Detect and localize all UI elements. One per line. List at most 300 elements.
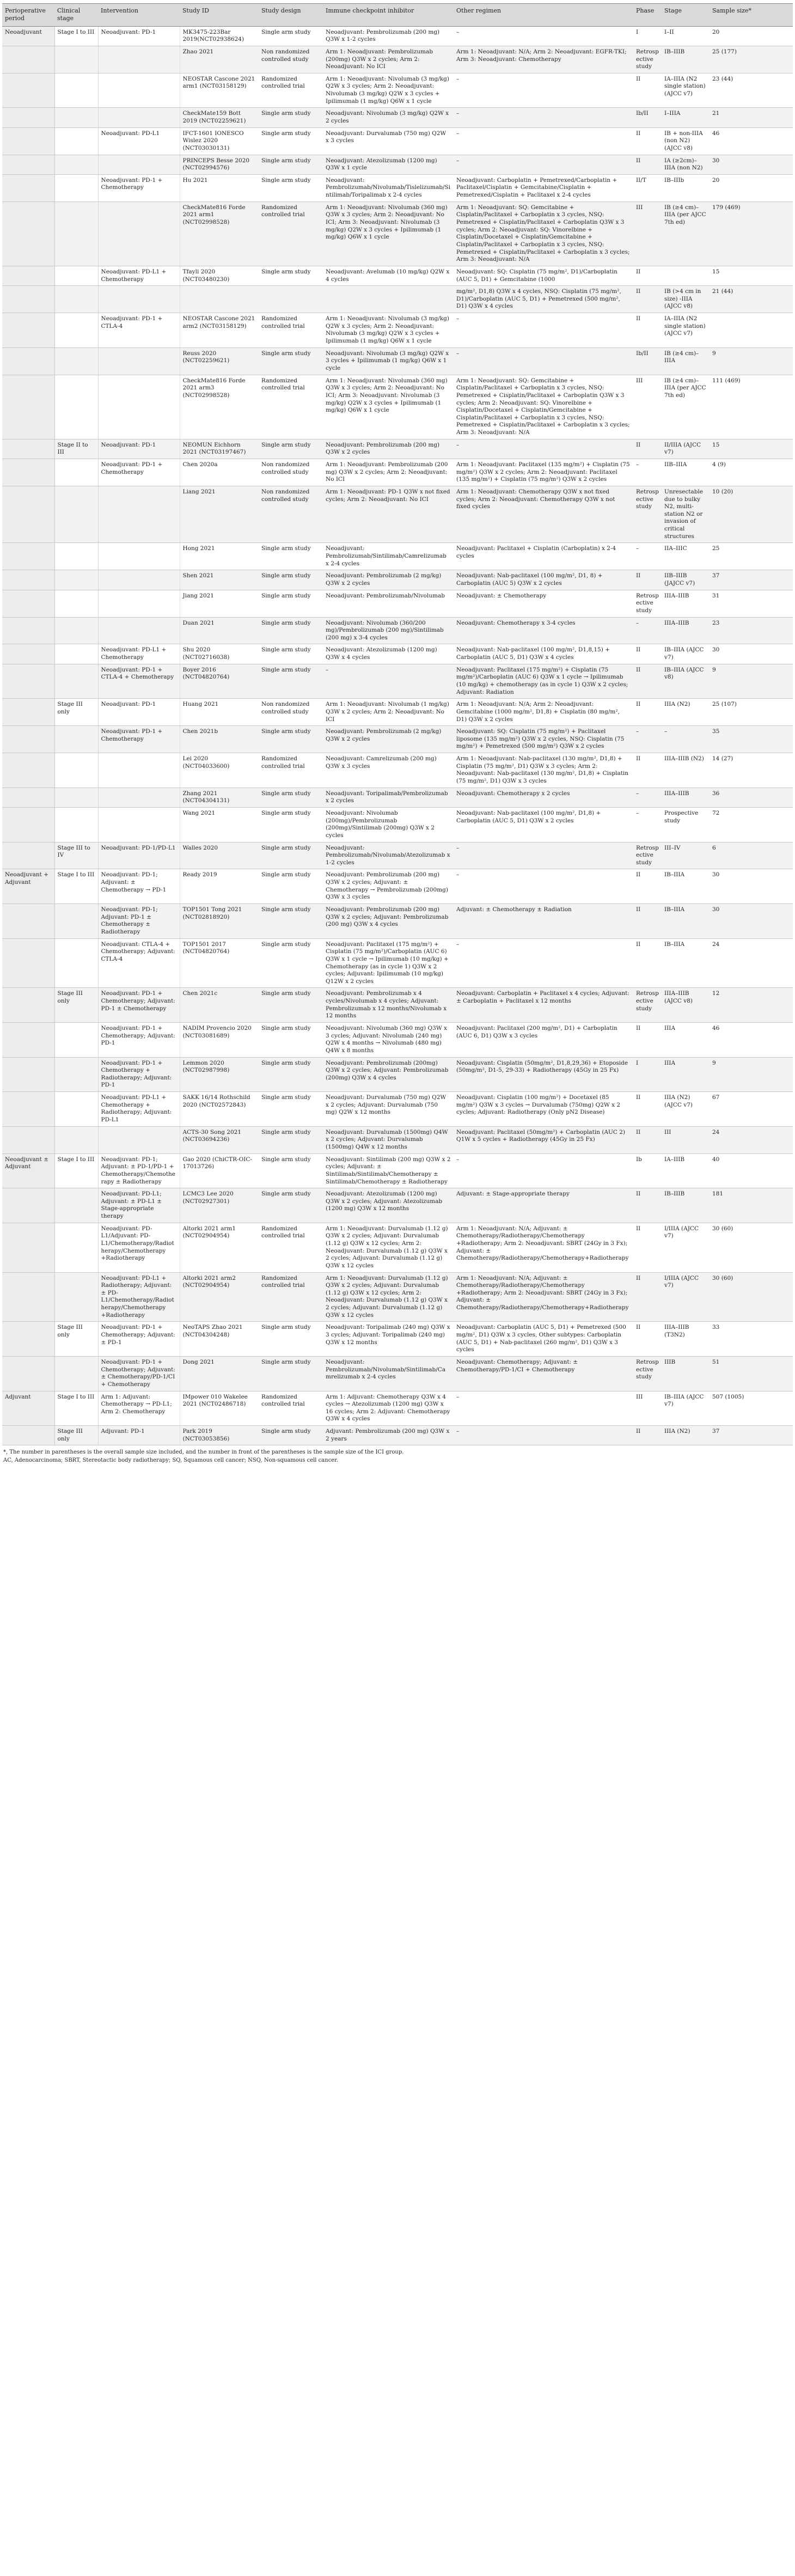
phase-cell: Ib/II (633, 347, 662, 375)
table-row (2, 1272, 793, 1322)
perioperative-period-cell (2, 202, 54, 266)
immune-checkpoint-inhibitor-cell: Neoadjuvant: Pembrolizumab (200mg) Q3W x 2 cycles; Adjuvant: Pembrolizumab (200mg) Q3W x 4 cycles (323, 1057, 454, 1092)
phase-cell: I (633, 1057, 662, 1092)
study-id-cell (180, 286, 259, 313)
sample-size-cell: 25 (177) (710, 46, 793, 73)
phase-cell: Retrospective study (633, 486, 662, 542)
stage-cell: I–II (662, 26, 710, 46)
clinical-stage-cell (54, 174, 98, 202)
immune-checkpoint-inhibitor-cell: Neoadjuvant: Pembrolizumab (2 mg/kg) Q3W x 2 cycles (323, 726, 454, 753)
perioperative-period-cell: Adjuvant (2, 1391, 54, 1426)
stage-cell: IB–IIIA (662, 938, 710, 988)
study-id-cell: NEOSTAR Cascone 2021 arm2 (NCT03158129) (180, 313, 259, 348)
phase-cell: II (633, 644, 662, 664)
other-regimen-cell: Neoadjuvant: Nab-paclitaxel (100 mg/m², D1,8,15) + Carboplatin (AUC 5, D1) Q3W x 4 cycles (454, 644, 633, 664)
perioperative-period-cell (2, 664, 54, 699)
table-row (2, 127, 793, 155)
phase-cell: – (633, 617, 662, 644)
perioperative-period-cell (2, 1126, 54, 1153)
intervention-cell: Neoadjuvant: PD-1/PD-L1 (98, 842, 180, 869)
table-row (2, 1356, 793, 1391)
study-design-cell: Non randomized controlled study (259, 486, 323, 542)
stage-cell: III–IV (662, 842, 710, 869)
intervention-cell (98, 617, 180, 644)
study-design-cell: Single arm study (259, 938, 323, 988)
perioperative-period-cell (2, 127, 54, 155)
immune-checkpoint-inhibitor-cell: Neoadjuvant: Pembrolizumab (200 mg) Q3W x 2 cycles (323, 439, 454, 459)
phase-cell: I (633, 26, 662, 46)
other-regimen-cell: – (454, 108, 633, 127)
stage-cell: IB–IIIA (662, 869, 710, 904)
sample-size-cell: 9 (710, 1057, 793, 1092)
phase-cell: – (633, 807, 662, 842)
clinical-stage-cell (54, 664, 98, 699)
clinical-stage-cell (54, 486, 98, 542)
study-design-cell: Single arm study (259, 570, 323, 590)
other-regimen-cell: Arm 1: Neoadjuvant: N/A; Adjuvant: ± Chemotherapy/Radiotherapy/Chemotherapy +Radiotherapy; Arm 2: Neoadjuvant: SBRT (24Gy in 3 Fx); Adjuvant: ± Chemotherapy/Radiotherapy/Chemotherapy+Radiotherapy (454, 1272, 633, 1322)
stage-cell: I–IIIA (662, 108, 710, 127)
phase-cell: III (633, 1391, 662, 1426)
study-id-cell: NEOSTAR Cascone 2021 arm1 (NCT03158129) (180, 73, 259, 108)
sample-size-cell: 15 (710, 266, 793, 285)
perioperative-period-cell (2, 1426, 54, 1445)
intervention-cell: Neoadjuvant: PD-1 (98, 439, 180, 459)
stage-cell: IB + non-IIIA (non N2) (AJCC v8) (662, 127, 710, 155)
immune-checkpoint-inhibitor-cell: Arm 1: Neoadjuvant: Nivolumab (360 mg) Q3W x 3 cycles; Arm 2: Neoadjuvant: No ICI; Arm 3: Neoadjuvant: Nivolumab (3 mg/kg) Q2W x 3 cycles + Ipilimumab (1 mg/kg) Q6W x 1 cycle (323, 375, 454, 439)
clinical-stage-cell (54, 904, 98, 939)
table-row (2, 664, 793, 699)
phase-cell: II (633, 753, 662, 788)
sample-size-cell: 31 (710, 590, 793, 617)
clinical-stage-cell: Stage I to III (54, 869, 98, 904)
stage-cell: Prospective study (662, 807, 710, 842)
clinical-stage-cell (54, 1057, 98, 1092)
table-row (2, 439, 793, 459)
study-design-cell: Randomized controlled trial (259, 1272, 323, 1322)
sample-size-cell: 35 (710, 726, 793, 753)
sample-size-cell: 25 (710, 543, 793, 570)
stage-cell: IIB–IIIB (JAJCC v7) (662, 570, 710, 590)
other-regimen-cell: – (454, 73, 633, 108)
phase-cell: Retrospective study (633, 842, 662, 869)
stage-cell: IB–IIIb (662, 174, 710, 202)
study-id-cell: TOP1501 2017 (NCT04820764) (180, 938, 259, 988)
other-regimen-cell: Adjuvant: ± Chemotherapy ± Radiation (454, 904, 633, 939)
table-row (2, 1322, 793, 1357)
stage-cell: IIIA (N2) (662, 1426, 710, 1445)
other-regimen-cell: – (454, 155, 633, 174)
column-header: Intervention (98, 4, 180, 27)
perioperative-period-cell (2, 1356, 54, 1391)
column-header: Stage (662, 4, 710, 27)
phase-cell: – (633, 543, 662, 570)
phase-cell: II (633, 699, 662, 726)
phase-cell: II (633, 286, 662, 313)
other-regimen-cell: – (454, 1426, 633, 1445)
study-design-cell: Single arm study (259, 1022, 323, 1057)
study-design-cell: Single arm study (259, 788, 323, 807)
sample-size-cell: 181 (710, 1188, 793, 1223)
study-id-cell: Wang 2021 (180, 807, 259, 842)
stage-cell (662, 266, 710, 285)
stage-cell: IIIA (662, 1057, 710, 1092)
perioperative-period-cell (2, 988, 54, 1023)
perioperative-period-cell: Neoadjuvant (2, 26, 54, 46)
phase-cell: II (633, 904, 662, 939)
perioperative-period-cell (2, 1322, 54, 1357)
column-header: Phase (633, 4, 662, 27)
table-row (2, 570, 793, 590)
intervention-cell: Neoadjuvant: PD-L1 + Chemotherapy (98, 266, 180, 285)
clinical-stage-cell (54, 202, 98, 266)
immune-checkpoint-inhibitor-cell: Neoadjuvant: Durvalumab (750 mg) Q2W x 2 cycles; Adjuvant: Durvalumab (750 mg) Q2W x 12 months (323, 1092, 454, 1127)
table-row (2, 1153, 793, 1188)
study-id-cell: IMpower 010 Wakelee 2021 (NCT02486718) (180, 1391, 259, 1426)
sample-size-cell: 21 (44) (710, 286, 793, 313)
immune-checkpoint-inhibitor-cell: – (323, 664, 454, 699)
phase-cell: II (633, 869, 662, 904)
clinical-stage-cell (54, 590, 98, 617)
study-design-cell: Non randomized controlled study (259, 459, 323, 486)
study-id-cell: Jiang 2021 (180, 590, 259, 617)
table-row (2, 108, 793, 127)
immune-checkpoint-inhibitor-cell: Neoadjuvant: Toripalimab (240 mg) Q3W x 3 cycles; Adjuvant: Toripalimab (240 mg) Q3W x 12 months (323, 1322, 454, 1357)
clinical-stage-cell (54, 807, 98, 842)
phase-cell: II (633, 155, 662, 174)
stage-cell: III (662, 1126, 710, 1153)
immune-checkpoint-inhibitor-cell: Adjuvant: Pembrolizumab (200 mg) Q3W x 2 years (323, 1426, 454, 1445)
clinical-stage-cell (54, 1092, 98, 1127)
other-regimen-cell: – (454, 313, 633, 348)
other-regimen-cell: – (454, 127, 633, 155)
study-id-cell: Shu 2020 (NCT02716038) (180, 644, 259, 664)
other-regimen-cell: – (454, 439, 633, 459)
immune-checkpoint-inhibitor-cell (323, 286, 454, 313)
table-body (2, 26, 793, 1445)
clinical-stage-cell (54, 108, 98, 127)
clinical-stage-cell (54, 543, 98, 570)
other-regimen-cell: Neoadjuvant: SQ: Cisplatin (75 mg/m², D1)/Carboplatin (AUC 5, D1) + Gemcitabine (1000 (454, 266, 633, 285)
trial-table (2, 3, 793, 1445)
other-regimen-cell: – (454, 26, 633, 46)
stage-cell: IB–IIIA (662, 904, 710, 939)
table-row (2, 699, 793, 726)
stage-cell: IIIA–IIIB (662, 590, 710, 617)
clinical-stage-cell: Stage III only (54, 988, 98, 1023)
intervention-cell: Neoadjuvant: PD-1 (98, 699, 180, 726)
perioperative-period-cell (2, 1272, 54, 1322)
immune-checkpoint-inhibitor-cell: Arm 1: Neoadjuvant: PD-1 Q3W x not fixed cycles; Arm 2: Neoadjuvant: No ICI (323, 486, 454, 542)
table-row (2, 726, 793, 753)
sample-size-cell: 30 (710, 644, 793, 664)
sample-size-cell: 4 (9) (710, 459, 793, 486)
intervention-cell (98, 543, 180, 570)
immune-checkpoint-inhibitor-cell: Neoadjuvant: Toripalimab/Pembrolizumab x 2 cycles (323, 788, 454, 807)
immune-checkpoint-inhibitor-cell: Arm 1: Adjuvant: Chemotherapy Q3W x 4 cycles → Atezolizumab (1200 mg) Q3W x 16 cycles; Arm 2: Adjuvant: Chemotherapy Q3W x 4 cycles (323, 1391, 454, 1426)
table-row (2, 938, 793, 988)
stage-cell: IIB–IIIA (662, 459, 710, 486)
immune-checkpoint-inhibitor-cell: Neoadjuvant: Nivolumab (360 mg) Q3W x 3 cycles; Adjuvant: Nivolumab (240 mg) Q2W x 4 months → Nivolumab (480 mg) Q4W x 8 months (323, 1022, 454, 1057)
table-row (2, 486, 793, 542)
other-regimen-cell: Neoadjuvant: Paclitaxel (200 mg/m², D1) + Carboplatin (AUC 6, D1) Q3W x 3 cycles (454, 1022, 633, 1057)
intervention-cell: Neoadjuvant: PD-L1 + Chemotherapy (98, 644, 180, 664)
table-row (2, 202, 793, 266)
stage-cell: I/IIIA (AJCC v7) (662, 1223, 710, 1272)
perioperative-period-cell (2, 459, 54, 486)
study-id-cell: CheckMate816 Forde 2021 arm1 (NCT02998528) (180, 202, 259, 266)
phase-cell: – (633, 459, 662, 486)
stage-cell: IB (>4 cm in size) -IIIA (AJCC v8) (662, 286, 710, 313)
immune-checkpoint-inhibitor-cell: Arm 1: Neoadjuvant: Nivolumab (1 mg/kg) Q3W x 2 cycles; Arm 2: Neoadjuvant: No ICI (323, 699, 454, 726)
other-regimen-cell: Arm 1: Neoadjuvant: Paclitaxel (135 mg/m²) + Cisplatin (75 mg/m²) Q3W x 2 cycles; Arm 2: Neoadjuvant: Paclitaxel (135 mg/m²) + Cisplatin (75 mg/m²) Q3W x 2 cycles (454, 459, 633, 486)
other-regimen-cell: Arm 1: Neoadjuvant: Nab-paclitaxel (130 mg/m², D1,8) + Cisplatin (75 mg/m², D1) Q3W x 3 cycles; Arm 2: Neoadjuvant: Nab-paclitaxel (130 mg/m², D1,8) + Cisplatin (75 mg/m², D1) Q3W x 3 cycles (454, 753, 633, 788)
study-id-cell: IFCT-1601 IONESCO Wislez 2020 (NCT03030131) (180, 127, 259, 155)
phase-cell: II (633, 1426, 662, 1445)
other-regimen-cell: mg/m², D1,8) Q3W x 4 cycles, NSQ: Cisplatin (75 mg/m², D1)/Carboplatin (AUC 5, D1) + Pemetrexed (500 mg/m², D1) Q3W x 4 cycles (454, 286, 633, 313)
immune-checkpoint-inhibitor-cell: Neoadjuvant: Pembrolizumab x 4 cycles/Nivolumab x 4 cycles; Adjuvant: Pembrolizumab x 12 months/Nivolumab x 12 months (323, 988, 454, 1023)
perioperative-period-cell (2, 486, 54, 542)
study-id-cell: Liang 2021 (180, 486, 259, 542)
sample-size-cell: 33 (710, 1322, 793, 1357)
sample-size-cell: 30 (60) (710, 1272, 793, 1322)
other-regimen-cell: Arm 1: Neoadjuvant: N/A; Adjuvant: ± Chemotherapy/Radiotherapy/Chemotherapy +Radiotherapy; Arm 2: Neoadjuvant: SBRT (24Gy in 3 Fx); Adjuvant: ± Chemotherapy/Radiotherapy/Chemotherapy+Radiotherapy (454, 1223, 633, 1272)
intervention-cell (98, 347, 180, 375)
perioperative-period-cell (2, 73, 54, 108)
header-row (2, 4, 793, 27)
clinical-stage-cell (54, 1223, 98, 1272)
study-id-cell: Chen 2021c (180, 988, 259, 1023)
perioperative-period-cell (2, 46, 54, 73)
other-regimen-cell: Neoadjuvant: Cisplatin (50mg/m², D1,8,29,36) + Etoposide (50mg/m², D1-5, 29-33) + Radiotherapy (45Gy in 25 Fx) (454, 1057, 633, 1092)
study-design-cell: Randomized controlled trial (259, 73, 323, 108)
other-regimen-cell: – (454, 938, 633, 988)
perioperative-period-cell (2, 347, 54, 375)
immune-checkpoint-inhibitor-cell: Neoadjuvant: Atezolizumab (1200 mg) Q3W x 2 cycles; Adjuvant: Atezolizumab (1200 mg) Q3W x 12 months (323, 1188, 454, 1223)
perioperative-period-cell (2, 753, 54, 788)
stage-cell: IIIB (662, 1356, 710, 1391)
stage-cell: IA–IIIA (N2 single station) (AJCC v7) (662, 73, 710, 108)
intervention-cell: Neoadjuvant: PD-L1/Adjuvant: PD-L1/Chemotherapy/Radiotherapy/Chemotherapy +Radiotherapy (98, 1223, 180, 1272)
other-regimen-cell: Neoadjuvant: Nab-paclitaxel (100 mg/m², D1, 8) + Carboplatin (AUC 5) Q3W x 2 cycles (454, 570, 633, 590)
sample-size-cell: 20 (710, 174, 793, 202)
phase-cell: II (633, 1092, 662, 1127)
table-row (2, 174, 793, 202)
other-regimen-cell: Neoadjuvant: Chemotherapy; Adjuvant: ± Chemotherapy/PD-1/CI + Chemotherapy (454, 1356, 633, 1391)
study-id-cell: Gao 2020 (ChiCTR-OIC-17013726) (180, 1153, 259, 1188)
study-design-cell: Single arm study (259, 842, 323, 869)
study-id-cell: ACTS-30 Song 2021 (NCT03694236) (180, 1126, 259, 1153)
table-row (2, 1391, 793, 1426)
sample-size-cell: 20 (710, 26, 793, 46)
table-row (2, 73, 793, 108)
clinical-stage-cell (54, 617, 98, 644)
intervention-cell: Neoadjuvant: CTLA-4 + Chemotherapy; Adjuvant: CTLA-4 (98, 938, 180, 988)
other-regimen-cell: Neoadjuvant: Nab-paclitaxel (100 mg/m², D1,8) + Carboplatin (AUC 5, D1) Q3W x 2 cycles (454, 807, 633, 842)
intervention-cell: Neoadjuvant: PD-1 + Chemotherapy; Adjuvant: ± PD-1 (98, 1322, 180, 1357)
stage-cell: IB–IIIB (662, 1188, 710, 1223)
clinical-stage-cell (54, 375, 98, 439)
phase-cell: II (633, 127, 662, 155)
other-regimen-cell: – (454, 347, 633, 375)
other-regimen-cell: Adjuvant: ± Stage-appropriate therapy (454, 1188, 633, 1223)
phase-cell: – (633, 788, 662, 807)
phase-cell: II (633, 1188, 662, 1223)
study-design-cell: Single arm study (259, 347, 323, 375)
study-design-cell: Single arm study (259, 590, 323, 617)
sample-size-cell: 179 (469) (710, 202, 793, 266)
clinical-stage-cell (54, 753, 98, 788)
column-header: Immune checkpoint inhibitor (323, 4, 454, 27)
study-design-cell (259, 286, 323, 313)
immune-checkpoint-inhibitor-cell: Neoadjuvant: Nivolumab (3 mg/kg) Q2W x 2 cycles (323, 108, 454, 127)
clinical-stage-cell (54, 644, 98, 664)
clinical-stage-cell: Stage I to III (54, 1391, 98, 1426)
footnotes (2, 1449, 787, 1464)
clinical-stage-cell (54, 1356, 98, 1391)
perioperative-period-cell (2, 590, 54, 617)
intervention-cell: Neoadjuvant: PD-1 + CTLA-4 + Chemotherapy (98, 664, 180, 699)
study-design-cell: Single arm study (259, 807, 323, 842)
sample-size-cell: 30 (710, 904, 793, 939)
study-design-cell: Randomized controlled trial (259, 753, 323, 788)
sample-size-cell: 37 (710, 570, 793, 590)
immune-checkpoint-inhibitor-cell: Arm 1: Neoadjuvant: Durvalumab (1.12 g) Q3W x 2 cycles; Adjuvant: Durvalumab (1.12 g) Q3W x 12 cycles; Arm 2: Neoadjuvant: Durvalumab (1.12 g) Q3W x 2 cycles; Adjuvant: Durvalumab (1.12 g) Q3W x 12 cycles (323, 1223, 454, 1272)
table-row (2, 988, 793, 1023)
intervention-cell (98, 375, 180, 439)
other-regimen-cell: Arm 1: Neoadjuvant: N/A; Arm 2: Neoadjuvant: EGFR-TKI; Arm 3: Neoadjuvant: Chemotherapy (454, 46, 633, 73)
sample-size-cell: 46 (710, 1022, 793, 1057)
immune-checkpoint-inhibitor-cell: Arm 1: Neoadjuvant: Nivolumab (3 mg/kg) Q2W x 3 cycles; Arm 2: Neoadjuvant: Nivolumab (3 mg/kg) Q2W x 3 cycles + Ipilimumab (1 mg/kg) Q6W x 1 cycle (323, 313, 454, 348)
study-design-cell: Single arm study (259, 155, 323, 174)
stage-cell: IIIA (N2) (AJCC v7) (662, 1092, 710, 1127)
other-regimen-cell: Neoadjuvant: Carboplatin + Pemetrexed/Carboplatin + Paclitaxel/Cisplatin + Gemcitabine/Cisplatin + Pemetrexed/Cisplatin + Paclitaxel x 2-4 cycles (454, 174, 633, 202)
immune-checkpoint-inhibitor-cell: Neoadjuvant: Pembrolizumab/Nivolumab (323, 590, 454, 617)
phase-cell: II (633, 938, 662, 988)
study-design-cell: Single arm study (259, 26, 323, 46)
stage-cell: IIIA–IIIB (662, 788, 710, 807)
table-row (2, 869, 793, 904)
perioperative-period-cell (2, 1057, 54, 1092)
perioperative-period-cell (2, 1092, 54, 1127)
perioperative-period-cell: Neoadjuvant ± Adjuvant (2, 1153, 54, 1188)
stage-cell: IIIA–IIIB (662, 617, 710, 644)
sample-size-cell: 67 (710, 1092, 793, 1127)
sample-size-cell: 23 (44) (710, 73, 793, 108)
study-id-cell: Park 2019 (NCT03053856) (180, 1426, 259, 1445)
table-row (2, 26, 793, 46)
table-row (2, 1223, 793, 1272)
intervention-cell: Neoadjuvant: PD-L1 + Radiotherapy; Adjuvant: ± PD-L1/Chemotherapy/Radiotherapy/Chemotherapy +Radiotherapy (98, 1272, 180, 1322)
stage-cell: IA (≥2cm)–IIIA (non N2) (662, 155, 710, 174)
sample-size-cell: 37 (710, 1426, 793, 1445)
intervention-cell (98, 155, 180, 174)
intervention-cell: Neoadjuvant: PD-1; Adjuvant: ± Chemotherapy → PD-1 (98, 869, 180, 904)
perioperative-period-cell (2, 543, 54, 570)
sample-size-cell: 9 (710, 347, 793, 375)
intervention-cell (98, 202, 180, 266)
immune-checkpoint-inhibitor-cell: Neoadjuvant: Pembrolizumab (200 mg) Q3W x 2 cycles; Adjuvant: Pembrolizumab (200 mg) Q3W x 4 cycles (323, 904, 454, 939)
study-design-cell: Single arm study (259, 617, 323, 644)
column-header: Other regimen (454, 4, 633, 27)
perioperative-period-cell (2, 1022, 54, 1057)
phase-cell: II (633, 570, 662, 590)
study-id-cell: Chen 2020a (180, 459, 259, 486)
column-header: Perioperative period (2, 4, 54, 27)
table-row (2, 617, 793, 644)
perioperative-period-cell (2, 108, 54, 127)
other-regimen-cell: Neoadjuvant: ± Chemotherapy (454, 590, 633, 617)
study-id-cell: Walles 2020 (180, 842, 259, 869)
study-design-cell: Single arm study (259, 1188, 323, 1223)
phase-cell: II (633, 1322, 662, 1357)
clinical-stage-cell (54, 1022, 98, 1057)
immune-checkpoint-inhibitor-cell: Neoadjuvant: Nivolumab (360/200 mg)/Pembrolizumab (200 mg)/Sintilimab (200 mg) x 3-4 cycles (323, 617, 454, 644)
intervention-cell: Neoadjuvant: PD-1 + Chemotherapy; Adjuvant: PD-1 (98, 1022, 180, 1057)
study-design-cell: Single arm study (259, 1057, 323, 1092)
intervention-cell (98, 108, 180, 127)
clinical-stage-cell (54, 347, 98, 375)
study-design-cell: Single arm study (259, 1126, 323, 1153)
study-id-cell: CheckMate159 Bott 2019 (NCT02259621) (180, 108, 259, 127)
phase-cell: Retrospective study (633, 46, 662, 73)
intervention-cell: Neoadjuvant: PD-1 + Chemotherapy; Adjuvant: PD-1 ± Chemotherapy (98, 988, 180, 1023)
phase-cell: Retrospective study (633, 590, 662, 617)
clinical-stage-cell (54, 788, 98, 807)
study-id-cell: Lei 2020 (NCT04033600) (180, 753, 259, 788)
table-row (2, 842, 793, 869)
table-row (2, 313, 793, 348)
intervention-cell (98, 788, 180, 807)
clinical-stage-cell (54, 726, 98, 753)
study-id-cell: CheckMate816 Forde 2021 arm3 (NCT02998528) (180, 375, 259, 439)
other-regimen-cell: Arm 1: Neoadjuvant: N/A; Arm 2: Neoadjuvant: Gemcitabine (1000 mg/m², D1,8) + Cisplatin (80 mg/m², D1) Q3W x 2 cycles (454, 699, 633, 726)
study-design-cell: Single arm study (259, 1356, 323, 1391)
sample-size-cell: 51 (710, 1356, 793, 1391)
study-id-cell: PRINCEPS Besse 2020 (NCT02994576) (180, 155, 259, 174)
clinical-stage-cell: Stage I to III (54, 1153, 98, 1188)
intervention-cell (98, 1126, 180, 1153)
sample-size-cell: 72 (710, 807, 793, 842)
clinical-stage-cell: Stage III only (54, 699, 98, 726)
intervention-cell: Neoadjuvant: PD-1 + Chemotherapy (98, 726, 180, 753)
study-id-cell: MK3475-223Bar 2019(NCT02938624) (180, 26, 259, 46)
sample-size-cell: 507 (1005) (710, 1391, 793, 1426)
other-regimen-cell: Neoadjuvant: Paclitaxel (50mg/m²) + Carboplatin (AUC 2) Q1W x 5 cycles + Radiotherapy (45Gy in 25 Fx) (454, 1126, 633, 1153)
perioperative-period-cell (2, 617, 54, 644)
clinical-stage-cell (54, 570, 98, 590)
sample-size-cell: 23 (710, 617, 793, 644)
perioperative-period-cell (2, 788, 54, 807)
clinical-stage-cell: Stage I to III (54, 26, 98, 46)
intervention-cell: Adjuvant: PD-1 (98, 1426, 180, 1445)
sample-size-cell: 46 (710, 127, 793, 155)
stage-cell: IB–IIIB (662, 46, 710, 73)
column-header: Clinical stage (54, 4, 98, 27)
study-design-cell: Single arm study (259, 127, 323, 155)
study-id-cell: NEOMUN Eichhorn 2021 (NCT03197467) (180, 439, 259, 459)
phase-cell: Retrospective study (633, 988, 662, 1023)
phase-cell: II/T (633, 174, 662, 202)
table-row (2, 266, 793, 285)
table-row (2, 753, 793, 788)
study-design-cell: Single arm study (259, 904, 323, 939)
perioperative-period-cell (2, 938, 54, 988)
footnote: AC, Adenocarcinoma; SBRT, Stereotactic body radiotherapy; SQ, Squamous cell cancer; NSQ, Non-squamous cell cancer. (3, 1457, 339, 1463)
clinical-stage-cell (54, 266, 98, 285)
perioperative-period-cell (2, 644, 54, 664)
intervention-cell: Neoadjuvant: PD-1 + Chemotherapy (98, 459, 180, 486)
study-design-cell: Single arm study (259, 988, 323, 1023)
